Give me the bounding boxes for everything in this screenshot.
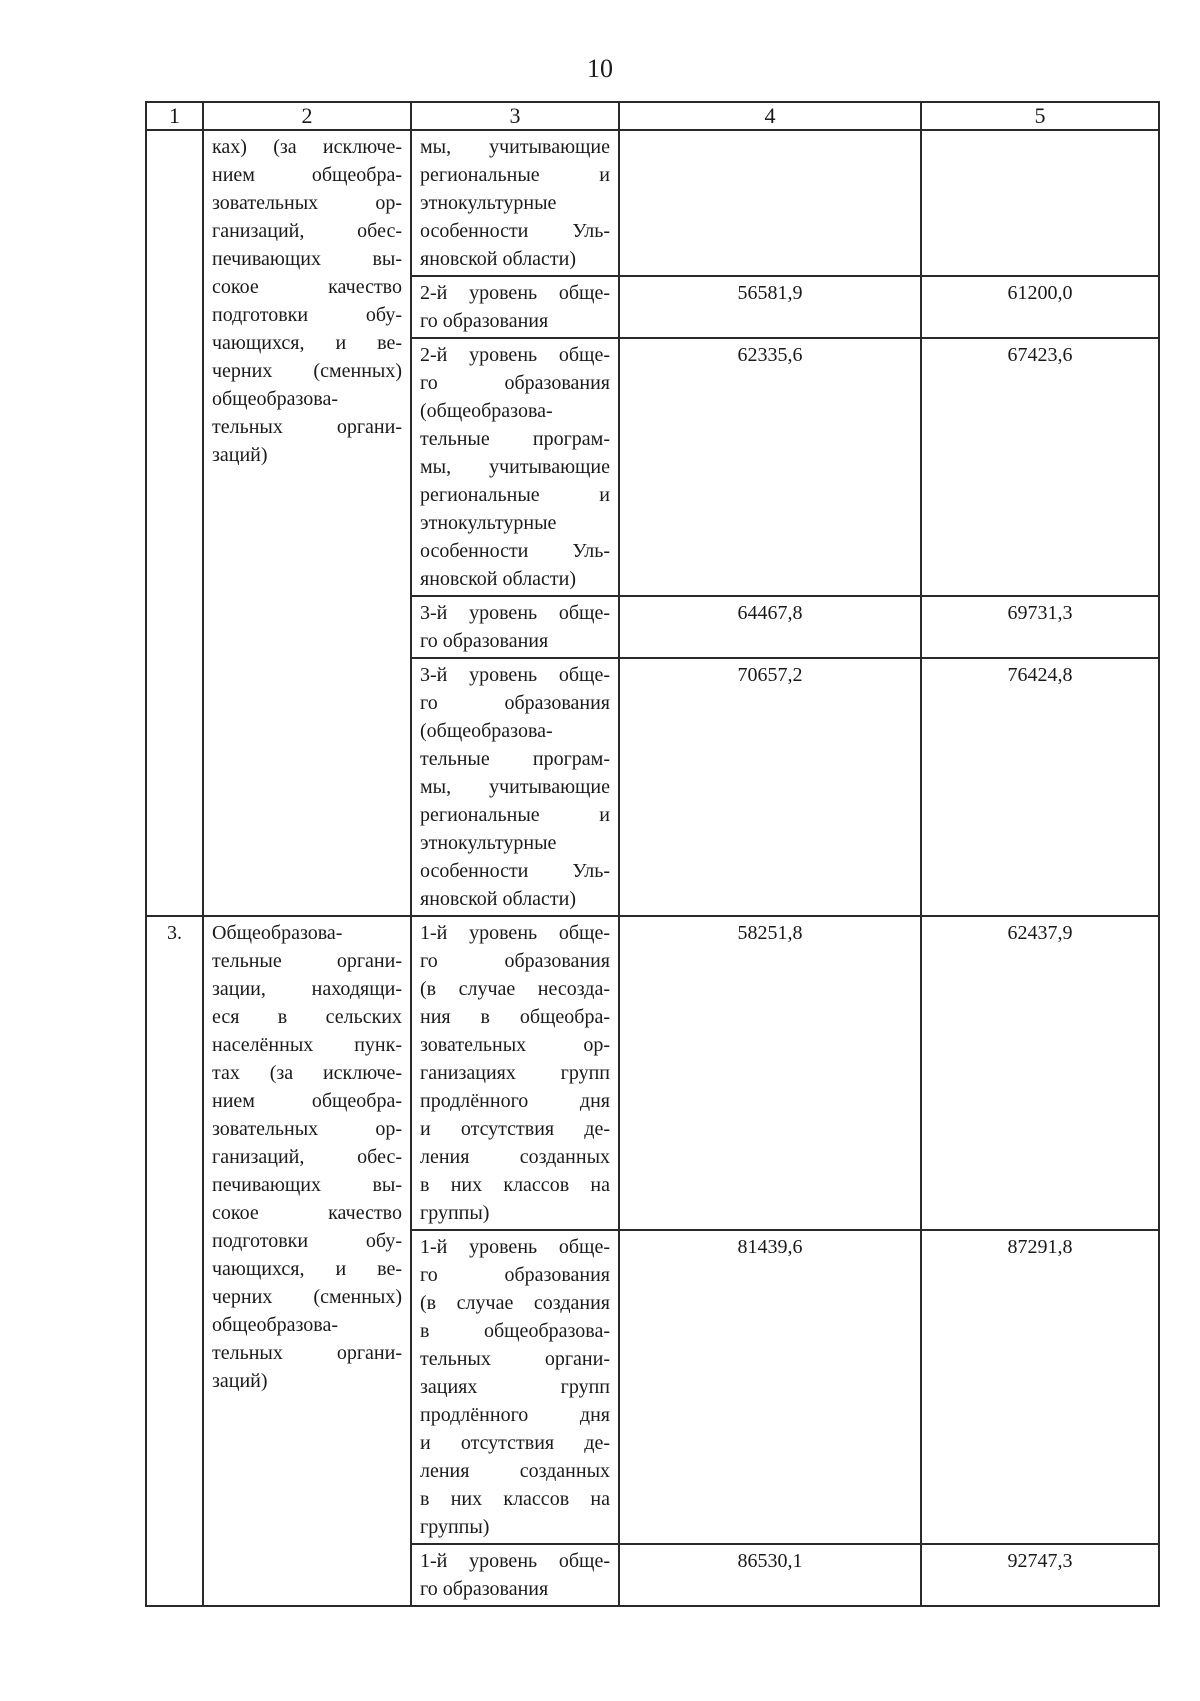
text-line: ления созданных: [420, 1460, 610, 1482]
text-line: в них классов на: [420, 1174, 610, 1196]
text-line: мы, учитывающие: [420, 456, 610, 478]
text-line: региональные и: [420, 484, 610, 506]
text-line: (общеобразова-: [420, 400, 553, 422]
text-line: печивающих вы-: [212, 248, 402, 270]
value-col-5: 61200,0: [921, 276, 1159, 338]
text-line: зовательных ор-: [212, 1118, 402, 1140]
text-line: го образования: [420, 372, 610, 394]
text-line: тельных органи-: [212, 1342, 402, 1364]
text-line: ганизаций, обес-: [212, 1146, 402, 1168]
text-line: 3-й уровень обще-: [420, 602, 610, 624]
page-number: 10: [587, 54, 613, 83]
text-line: населённых пунк-: [212, 1034, 402, 1056]
education-level-cell: [411, 276, 619, 338]
value-col-4: 86530,1: [619, 1544, 921, 1606]
text-line: 2-й уровень обще-: [420, 282, 610, 304]
text-line: Общеобразова-: [212, 922, 343, 944]
value-col-5: 62437,9: [921, 916, 1159, 1230]
text-line: (общеобразова-: [420, 720, 553, 742]
text-line: яновской области): [420, 568, 577, 590]
education-level-cell: [411, 1230, 619, 1544]
organization-type-cell: [203, 916, 411, 1606]
organization-type-cell: [203, 130, 411, 916]
value-col-5: 69731,3: [921, 596, 1159, 658]
value-col-4: 56581,9: [619, 276, 921, 338]
text-line: тельных органи-: [212, 416, 402, 438]
text-line: ния в общеобра-: [420, 1006, 610, 1028]
header-col-5: 5: [921, 102, 1159, 130]
text-line: и отсутствия де-: [420, 1432, 610, 1454]
text-line: 1-й уровень обще-: [420, 922, 610, 944]
text-line: продлённого дня: [420, 1404, 610, 1426]
text-line: го образования: [420, 1264, 610, 1286]
text-line: сокое качество: [212, 276, 402, 298]
text-line: тельные програм-: [420, 428, 610, 450]
value-col-5: 87291,8: [921, 1230, 1159, 1544]
text-line: ках) (за исключе-: [212, 136, 402, 158]
value-col-4: 62335,6: [619, 338, 921, 596]
header-row: [146, 102, 1159, 130]
text-line: печивающих вы-: [212, 1174, 402, 1196]
text-line: мы, учитывающие: [420, 136, 610, 158]
text-line: региональные и: [420, 804, 610, 826]
value-col-5: 67423,6: [921, 338, 1159, 596]
text-line: ганизаций, обес-: [212, 220, 402, 242]
education-level-cell: [411, 916, 619, 1230]
education-level-cell: [411, 1544, 619, 1606]
row-number-cell: 3.: [146, 916, 203, 1606]
header-col-4: 4: [619, 102, 921, 130]
table-row: [146, 130, 1159, 276]
education-level-cell: [411, 596, 619, 658]
text-line: зациях групп: [420, 1376, 610, 1398]
header-col-3: 3: [411, 102, 619, 130]
text-line: 1-й уровень обще-: [420, 1236, 610, 1258]
text-line: тах (за исключе-: [212, 1062, 402, 1084]
value-col-4: 81439,6: [619, 1230, 921, 1544]
text-line: ления созданных: [420, 1146, 610, 1168]
text-line: заций): [212, 1370, 268, 1392]
table-row: [146, 916, 1159, 1230]
text-line: заций): [212, 444, 268, 466]
text-line: нием общеобра-: [212, 164, 402, 186]
tariff-table: [145, 101, 1160, 1607]
text-line: общеобразова-: [212, 1314, 339, 1336]
text-line: (в случае несозда-: [420, 978, 610, 1000]
text-line: зации, находящи-: [212, 978, 402, 1000]
text-line: общеобразова-: [212, 388, 339, 410]
header-col-2: 2: [203, 102, 411, 130]
text-line: го образования: [420, 310, 549, 332]
text-line: подготовки обу-: [212, 1230, 402, 1252]
text-line: зовательных ор-: [212, 192, 402, 214]
text-line: го образования: [420, 630, 549, 652]
header-col-1: 1: [146, 102, 203, 130]
education-level-cell: [411, 130, 619, 276]
value-col-4: 70657,2: [619, 658, 921, 916]
text-line: черних (сменных): [212, 360, 402, 382]
text-line: чающихся, и ве-: [212, 1258, 402, 1280]
text-line: яновской области): [420, 888, 577, 910]
text-line: го образования: [420, 1578, 549, 1600]
text-line: этнокультурные: [420, 832, 557, 854]
text-line: подготовки обу-: [212, 304, 402, 326]
text-line: чающихся, и ве-: [212, 332, 402, 354]
text-line: региональные и: [420, 164, 610, 186]
text-line: сокое качество: [212, 1202, 402, 1224]
text-line: и отсутствия де-: [420, 1118, 610, 1140]
text-line: мы, учитывающие: [420, 776, 610, 798]
value-col-4: 64467,8: [619, 596, 921, 658]
text-line: особенности Уль-: [420, 220, 610, 242]
text-line: ганизациях групп: [420, 1062, 610, 1084]
education-level-cell: [411, 658, 619, 916]
text-line: еся в сельских: [212, 1006, 402, 1028]
text-line: в общеобразова-: [420, 1320, 610, 1342]
education-level-cell: [411, 338, 619, 596]
row-number-cell: [146, 130, 203, 916]
text-line: группы): [420, 1516, 490, 1538]
text-line: 1-й уровень обще-: [420, 1550, 610, 1572]
text-line: 2-й уровень обще-: [420, 344, 610, 366]
value-col-5: [921, 130, 1159, 276]
text-line: нием общеобра-: [212, 1090, 402, 1112]
text-line: тельных органи-: [420, 1348, 610, 1370]
text-line: черних (сменных): [212, 1286, 402, 1308]
text-line: го образования: [420, 692, 610, 714]
text-line: 3-й уровень обще-: [420, 664, 610, 686]
text-line: этнокультурные: [420, 512, 557, 534]
text-line: особенности Уль-: [420, 860, 610, 882]
text-line: особенности Уль-: [420, 540, 610, 562]
text-line: зовательных ор-: [420, 1034, 610, 1056]
text-line: продлённого дня: [420, 1090, 610, 1112]
value-col-5: 76424,8: [921, 658, 1159, 916]
text-line: го образования: [420, 950, 610, 972]
text-line: (в случае создания: [420, 1292, 610, 1314]
value-col-5: 92747,3: [921, 1544, 1159, 1606]
text-line: тельные програм-: [420, 748, 610, 770]
text-line: тельные органи-: [212, 950, 402, 972]
text-line: этнокультурные: [420, 192, 557, 214]
value-col-4: [619, 130, 921, 276]
value-col-4: 58251,8: [619, 916, 921, 1230]
text-line: группы): [420, 1202, 490, 1224]
text-line: яновской области): [420, 248, 577, 270]
text-line: в них классов на: [420, 1488, 610, 1510]
